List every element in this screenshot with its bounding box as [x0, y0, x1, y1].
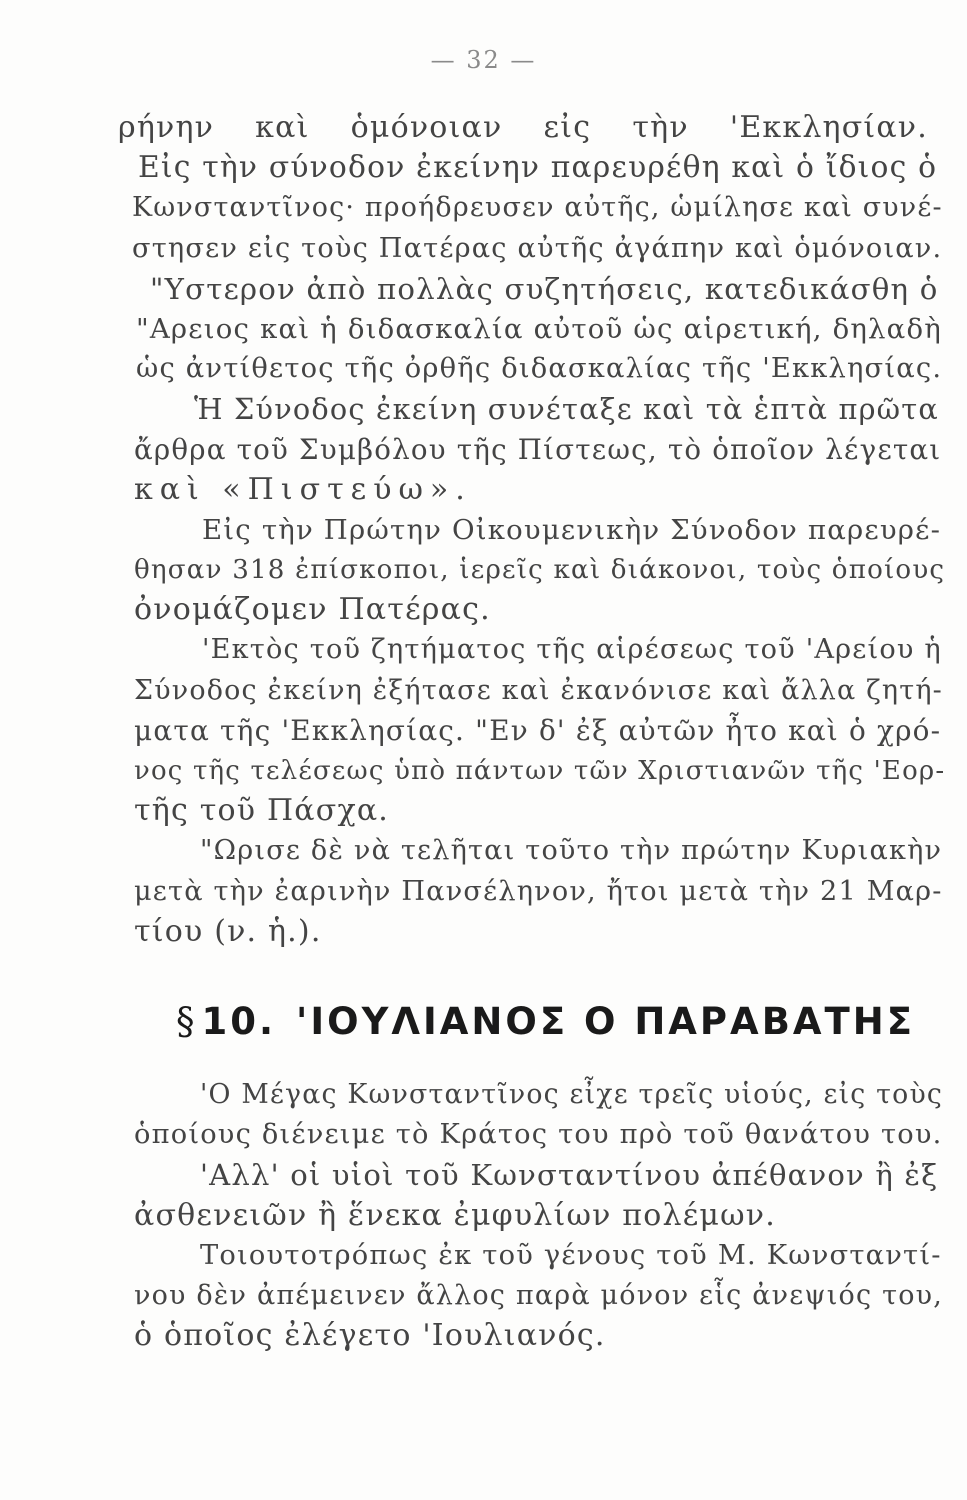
text-line: Εἰς τὴν Πρώτην Οἰκουμενικὴν Σύνοδον παρευρέ- — [202, 513, 942, 546]
text-line: ὀνομάζομεν Πατέρας. — [134, 592, 491, 628]
text-line: καὶ «Πιστεύω». — [134, 471, 472, 507]
text-line: νου δὲν ἀπέμεινεν ἄλλος παρὰ μόνον εἷς ἀνεψιός του, — [134, 1279, 944, 1311]
text-line: ρήνην καὶ ὁμόνοιαν εἰς τὴν 'Εκκλησίαν. — [118, 110, 928, 145]
text-line: "Ωρισε δὲ νὰ τελῆται τοῦτο τὴν πρώτην Κυριακὴν — [200, 835, 943, 867]
text-line: ὁ ὁποῖος ἐλέγετο 'Ιουλιανός. — [134, 1318, 606, 1354]
page-number: — 32 — — [430, 46, 537, 74]
text-line: 'Ο Μέγας Κωνσταντῖνος εἶχε τρεῖς υἱούς, εἰς τοὺς — [200, 1079, 944, 1110]
text-line: ἄρθρα τοῦ Συμβόλου τῆς Πίστεως, τὸ ὁποῖον λέγεται — [134, 432, 942, 466]
text-line: Εἰς τὴν σύνοδον ἐκείνην παρευρέθη καὶ ὁ ἴδιος ὁ — [138, 150, 938, 186]
text-line: Τοιουτοτρόπως ἐκ τοῦ γένους τοῦ Μ. Κωνσταντί- — [200, 1239, 942, 1271]
section-number: 10. — [201, 1000, 277, 1043]
text-line: ὁποίους διένειμε τὸ Κράτος του πρὸ τοῦ θανάτου του. — [134, 1119, 943, 1151]
text-line: Κωνσταντῖνος· προήδρευσεν αὐτῆς, ὡμίλησε καὶ συνέ- — [132, 192, 943, 224]
text-line: "Υστερον ἀπὸ πολλὰς συζητήσεις, κατεδικάσθη ὁ — [150, 271, 939, 306]
text-line: τίου (ν. ἡ.). — [134, 913, 322, 949]
section-title: 'ΙΟΥΛΙΑΝΟΣ Ο ΠΑΡΑΒΑΤΗΣ — [296, 1000, 916, 1043]
text-line: Ἡ Σύνοδος ἐκείνη συνέταξε καὶ τὰ ἑπτὰ πρῶτα — [194, 392, 939, 427]
section-heading — [176, 1000, 936, 1043]
text-line: ἀσθενειῶν ἢ ἕνεκα ἐμφυλίων πολέμων. — [134, 1197, 776, 1233]
section-sign: § — [176, 1000, 198, 1043]
text-line: Σύνοδος ἐκείνη ἐξήτασε καὶ ἐκανόνισε καὶ ἄλλα ζητή- — [134, 674, 943, 706]
text-line: νος τῆς τελέσεως ὑπὸ πάντων τῶν Χριστιανῶν τῆς 'Εορ- — [134, 756, 946, 786]
text-line: θησαν 318 ἐπίσκοποι, ἱερεῖς καὶ διάκονοι, τοὺς ὁποίους — [134, 555, 946, 586]
body-text-after-section — [134, 1075, 944, 1356]
body-text-before-section — [118, 108, 946, 952]
text-line: ματα τῆς 'Εκκλησίας. "Εν δ' ἐξ αὐτῶν ἦτο καὶ ὁ χρό- — [134, 713, 942, 747]
text-line: στησεν εἰς τοὺς Πατέρας αὐτῆς ἀγάπην καὶ ὁμόνοιαν. — [132, 232, 943, 264]
text-line: μετὰ τὴν ἐαρινὴν Πανσέληνον, ἤτοι μετὰ τὴν 21 Μαρ- — [134, 875, 943, 907]
text-line: "Αρειος καὶ ἡ διδασκαλία αὐτοῦ ὡς αἱρετική, δηλαδὴ — [136, 312, 942, 345]
text-line: τῆς τοῦ Πάσχα. — [134, 793, 390, 829]
text-line: 'Εκτὸς τοῦ ζητήματος τῆς αἱρέσεως τοῦ 'Αρείου ἡ — [202, 634, 942, 666]
text-line: 'Αλλ' οἱ υἱοὶ τοῦ Κωνσταντίνου ἀπέθανον ἢ ἐξ — [200, 1158, 939, 1193]
text-line: ὡς ἀντίθετος τῆς ὀρθῆς διδασκαλίας τῆς 'Εκκλησίας. — [136, 353, 943, 385]
